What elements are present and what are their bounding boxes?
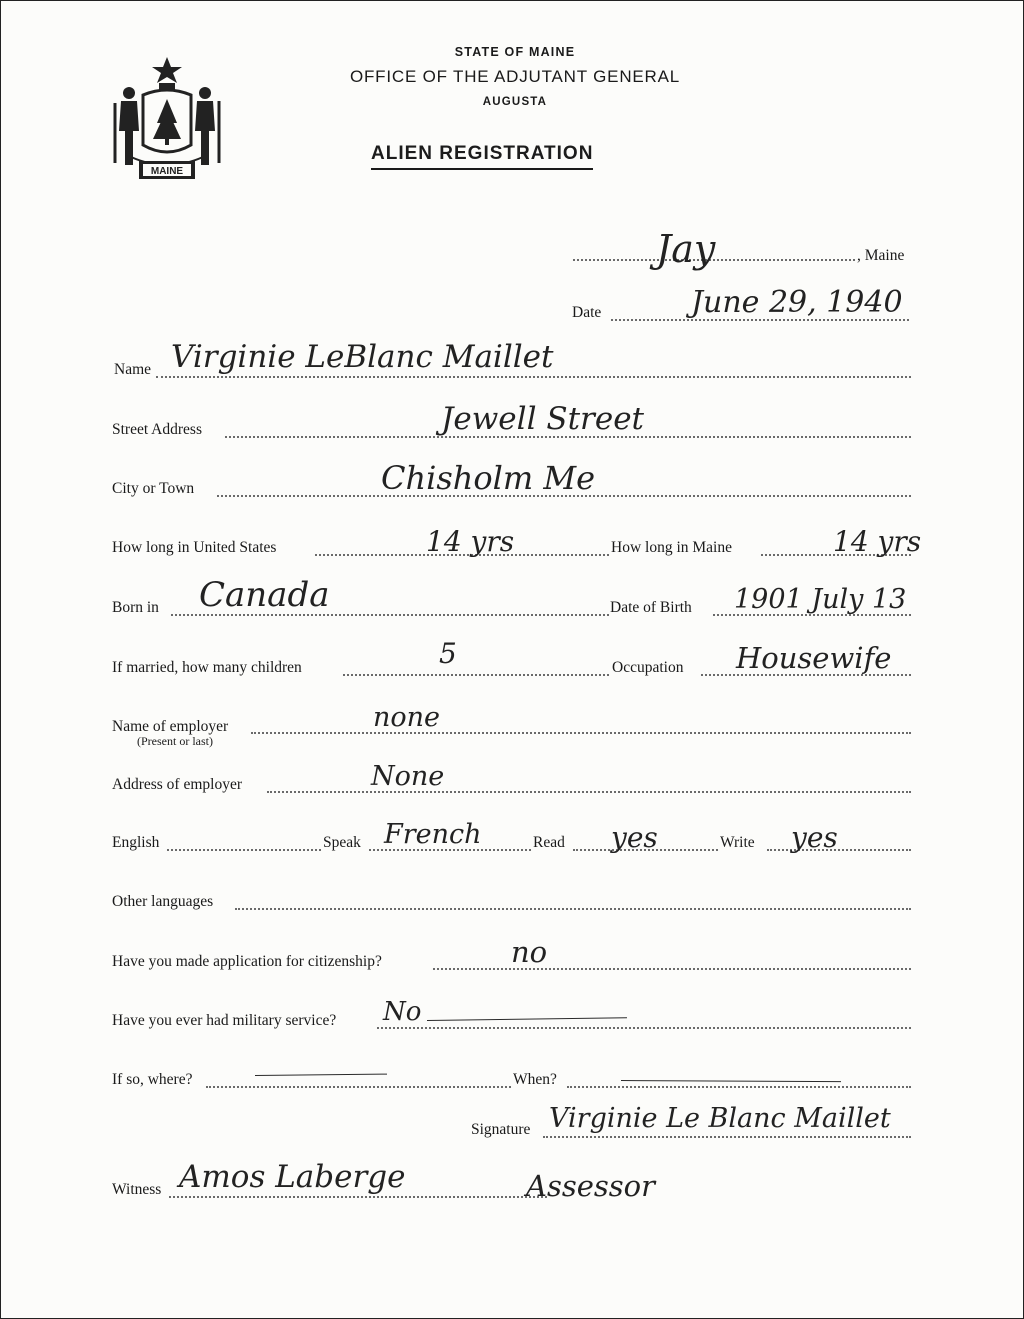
occupation-label: Occupation — [612, 659, 684, 676]
employer-name-line — [251, 732, 911, 734]
state-heading: STATE OF MAINE — [454, 45, 576, 59]
when-line — [567, 1086, 911, 1088]
occupation-value: Housewife — [736, 641, 892, 675]
speak-label: Speak — [323, 834, 361, 851]
maine-label: , Maine — [857, 247, 905, 264]
form-title: ALIEN REGISTRATION — [371, 143, 593, 170]
children-label: If married, how many children — [112, 659, 302, 676]
employer-name-label: Name of employer — [112, 718, 229, 735]
write-value: yes — [791, 821, 838, 854]
citizenship-label: Have you made application for citizenship? — [112, 953, 382, 970]
children-line — [343, 674, 609, 676]
witness-line — [169, 1196, 547, 1198]
date-of-birth-value: 1901 July 13 — [734, 584, 907, 615]
english-line — [167, 849, 321, 851]
how-long-maine-value: 14 yrs — [833, 525, 922, 558]
witness-title-value: Assessor — [526, 1169, 655, 1203]
name-value: Virginie LeBlanc Maillet — [171, 339, 554, 375]
other-languages-label: Other languages — [112, 893, 214, 910]
city-or-town-value: Chisholm Me — [381, 459, 596, 497]
how-long-maine-label: How long in Maine — [611, 539, 732, 556]
military-dash — [427, 1017, 627, 1021]
employer-name-value: none — [373, 702, 441, 733]
read-label: Read — [533, 834, 565, 851]
english-label: English — [112, 834, 160, 851]
date-value: June 29, 1940 — [691, 285, 903, 320]
children-value: 5 — [439, 637, 457, 670]
date-of-birth-label: Date of Birth — [610, 599, 692, 616]
city-heading: AUGUSTA — [482, 96, 548, 108]
signature-line — [543, 1136, 911, 1138]
born-in-label: Born in — [112, 599, 159, 616]
date-label: Date — [572, 304, 602, 321]
office-heading: OFFICE OF THE ADJUTANT GENERAL — [349, 67, 681, 86]
if-so-where-line — [206, 1086, 511, 1088]
when-dash — [621, 1080, 841, 1082]
employer-address-label: Address of employer — [112, 776, 242, 793]
employer-address-line — [267, 791, 911, 793]
if-so-where-dash — [255, 1074, 387, 1076]
citizenship-value: no — [511, 935, 548, 969]
how-long-us-label: How long in United States — [112, 539, 277, 556]
how-long-us-value: 14 yrs — [426, 525, 515, 558]
if-so-where-label: If so, where? — [112, 1071, 193, 1088]
military-line — [377, 1027, 911, 1029]
city-or-town-label: City or Town — [112, 480, 195, 497]
name-label: Name — [114, 361, 152, 378]
signature-value: Virginie Le Blanc Maillet — [549, 1103, 891, 1134]
citizenship-line — [433, 968, 911, 970]
signature-label: Signature — [471, 1121, 531, 1138]
seal-text: MAINE — [150, 166, 184, 177]
street-address-label: Street Address — [112, 421, 202, 438]
employer-note: (Present or last) — [137, 734, 213, 748]
military-value: No — [383, 997, 422, 1027]
maine-seal-icon — [107, 53, 227, 185]
name-line — [156, 376, 911, 378]
speak-value: French — [384, 819, 482, 850]
write-line — [767, 849, 911, 851]
witness-label: Witness — [112, 1181, 162, 1198]
employer-address-value: None — [371, 761, 445, 792]
write-label: Write — [720, 834, 755, 851]
town-value: Jay — [656, 227, 716, 271]
when-label: When? — [513, 1071, 557, 1088]
military-label: Have you ever had military service? — [112, 1012, 337, 1029]
other-languages-line — [235, 908, 911, 910]
street-address-value: Jewell Street — [441, 401, 644, 437]
witness-value: Amos Laberge — [179, 1159, 406, 1195]
born-in-value: Canada — [199, 575, 330, 615]
read-value: yes — [611, 821, 658, 854]
